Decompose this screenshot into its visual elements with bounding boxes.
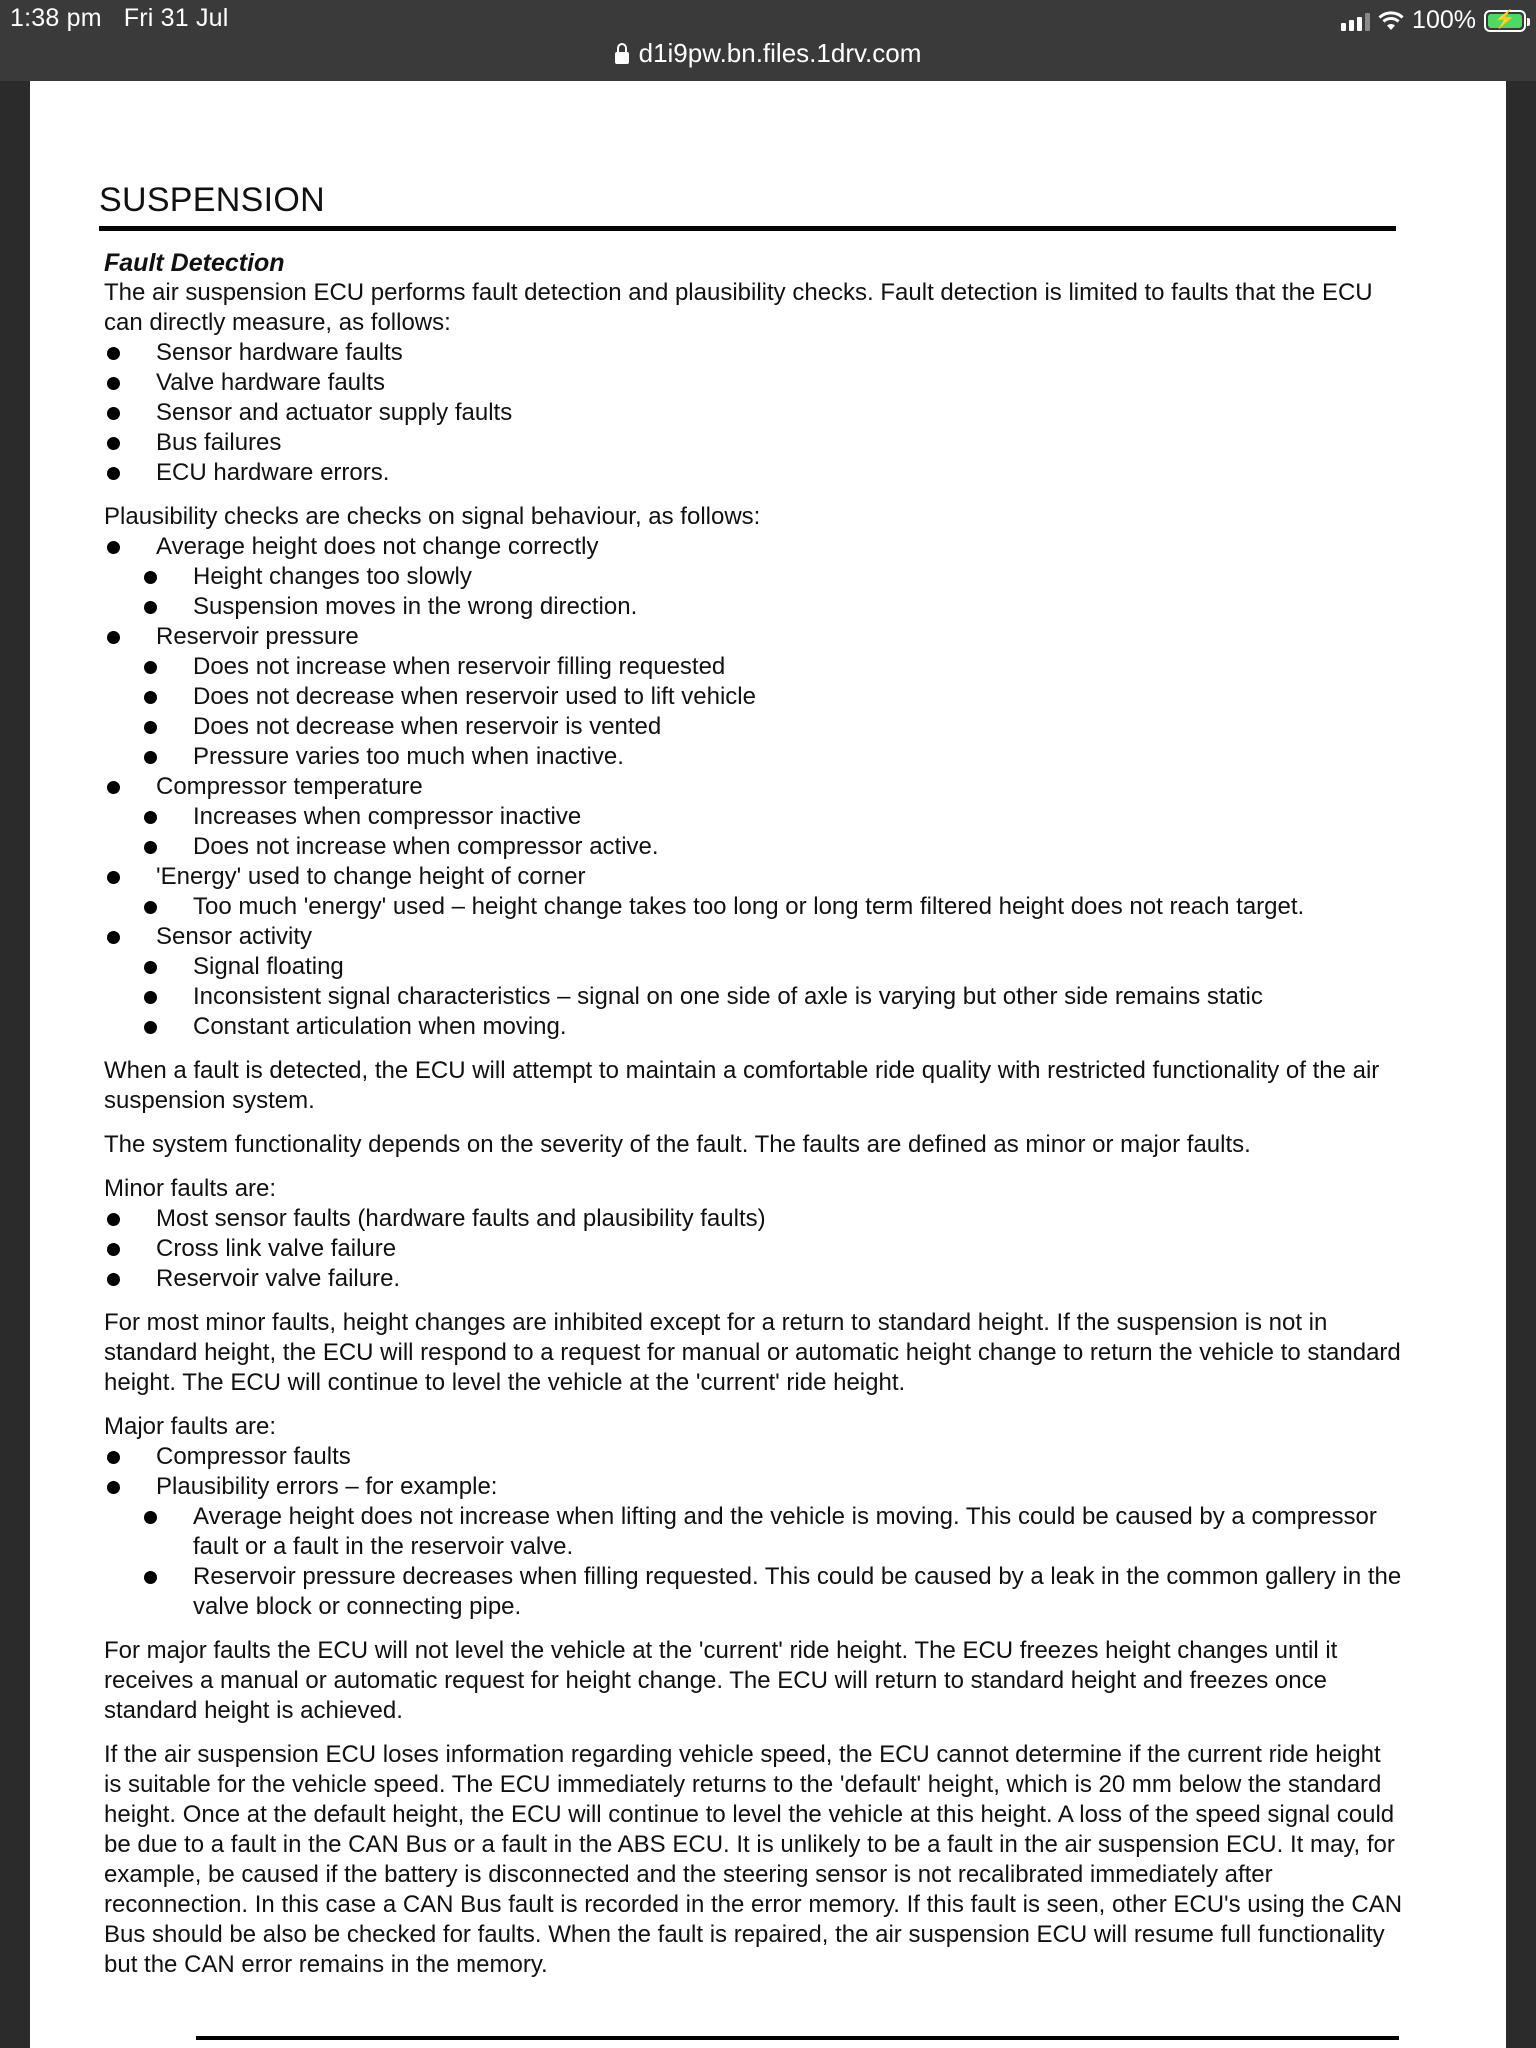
list-item: Valve hardware faults — [104, 368, 1404, 398]
address-bar[interactable] — [0, 38, 1536, 69]
severity-paragraph: The system functionality depends on the severity of the fault. The faults are defined as minor or major faults. — [104, 1131, 1251, 1158]
list-item: Cross link valve failure — [104, 1234, 1404, 1264]
list-item: Reservoir valve failure. — [104, 1264, 1404, 1294]
sub-list-item: Does not increase when compressor active. — [104, 832, 1404, 862]
list-item: Sensor hardware faults — [104, 338, 1404, 368]
footer-rule — [196, 2036, 1399, 2040]
fault-list — [104, 338, 1404, 488]
minor-fault-list — [104, 1204, 1404, 1294]
lock-icon — [615, 52, 629, 64]
sub-list-item: Pressure varies too much when inactive. — [104, 742, 1404, 772]
section-title: SUSPENSION — [99, 181, 325, 219]
sub-list-item: Does not decrease when reservoir is vented — [104, 712, 1404, 742]
battery-percent: 100% — [1412, 6, 1476, 34]
list-item: Most sensor faults (hardware faults and plausibility faults) — [104, 1204, 1404, 1234]
sub-list-item: Does not decrease when reservoir used to lift vehicle — [104, 682, 1404, 712]
sub-list-item: Increases when compressor inactive — [104, 802, 1404, 832]
sub-list-item: Suspension moves in the wrong direction. — [104, 592, 1404, 622]
battery-icon — [1484, 10, 1526, 32]
list-item: Sensor and actuator supply faults — [104, 398, 1404, 428]
list-item: Plausibility errors – for example: — [104, 1472, 1404, 1502]
sub-list-item: Signal floating — [104, 952, 1404, 982]
address-url: d1i9pw.bn.files.1drv.com — [638, 38, 922, 68]
document-page[interactable] — [30, 81, 1506, 2048]
plausibility-list — [104, 532, 1404, 1042]
subheading: Fault Detection — [104, 249, 285, 277]
charging-bolt-icon: ⚡ — [1493, 8, 1517, 29]
sub-list-item: Height changes too slowly — [104, 562, 1404, 592]
list-item: Bus failures — [104, 428, 1404, 458]
plausibility-intro: Plausibility checks are checks on signal behaviour, as follows: — [104, 503, 761, 530]
sub-list-item: Reservoir pressure decreases when filling requested. This could be caused by a leak in the common gallery in the valve block or connecting pipe. — [104, 1562, 1404, 1622]
sub-list-item: Too much 'energy' used – height change takes too long or long term filtered height does not reach target. — [104, 892, 1404, 922]
wifi-icon — [1378, 11, 1404, 31]
list-item: Average height does not change correctly — [104, 532, 1404, 562]
list-item: 'Energy' used to change height of corner — [104, 862, 1404, 892]
list-item: ECU hardware errors. — [104, 458, 1404, 488]
intro-paragraph: The air suspension ECU performs fault detection and plausibility checks. Fault detection is limited to faults that the ECU can directly measure, as follows: — [104, 279, 1373, 336]
list-item: Reservoir pressure — [104, 622, 1404, 652]
list-item: Sensor activity — [104, 922, 1404, 952]
sub-list-item: Does not increase when reservoir filling requested — [104, 652, 1404, 682]
cellular-signal-icon — [1341, 11, 1370, 31]
list-item: Compressor faults — [104, 1442, 1404, 1472]
sub-list-item: Constant articulation when moving. — [104, 1012, 1404, 1042]
sub-list-item: Average height does not increase when lifting and the vehicle is moving. This could be caused by a compressor fault or a fault in the reservoir valve. — [104, 1502, 1404, 1562]
major-fault-list — [104, 1442, 1404, 1622]
minor-faults-paragraph: For most minor faults, height changes are inhibited except for a return to standard height. If the suspension is not in standard height, the ECU will respond to a request for manual or automatic height change to return the vehicle to standard height. The ECU will continue to level the vehicle at the 'current' ride height. — [104, 1309, 1401, 1396]
list-item: Compressor temperature — [104, 772, 1404, 802]
fault-detected-paragraph: When a fault is detected, the ECU will attempt to maintain a comfortable ride quality with restricted functionality of the air suspension system. — [104, 1057, 1380, 1114]
document-body — [104, 248, 1404, 1980]
status-time: 1:38 pm — [10, 4, 102, 32]
major-faults-intro: Major faults are: — [104, 1413, 277, 1440]
browser-top-bar — [0, 0, 1536, 81]
sub-list-item: Inconsistent signal characteristics – signal on one side of axle is varying but other side remains static — [104, 982, 1404, 1012]
speed-loss-paragraph: If the air suspension ECU loses information regarding vehicle speed, the ECU cannot determine if the current ride height is suitable for the vehicle speed. The ECU immediately returns to the 'default' height, which is 20 mm below the standard height. Once at the default height, the ECU will continue to level the vehicle at this height. A loss of the speed signal could be due to a fault in the CAN Bus or a fault in the ABS ECU. It is unlikely to be a fault in the air suspension ECU. It may, for example, be caused if the battery is disconnected and the steering sensor is not recalibrated immediately after reconnection. In this case a CAN Bus fault is recorded in the error memory. If this fault is seen, other ECU's using the CAN Bus should be also be checked for faults. When the fault is repaired, the air suspension ECU will resume full functionality but the CAN error remains in the memory. — [104, 1741, 1403, 1978]
status-date: Fri 31 Jul — [123, 4, 229, 32]
status-indicators — [1341, 6, 1526, 35]
major-faults-paragraph: For major faults the ECU will not level the vehicle at the 'current' ride height. The ECU freezes height changes until it receives a manual or automatic request for height change. The ECU will return to standard height and freezes once standard height is achieved. — [104, 1637, 1338, 1724]
minor-faults-intro: Minor faults are: — [104, 1175, 277, 1202]
status-clock — [10, 4, 229, 33]
title-rule — [99, 226, 1396, 231]
